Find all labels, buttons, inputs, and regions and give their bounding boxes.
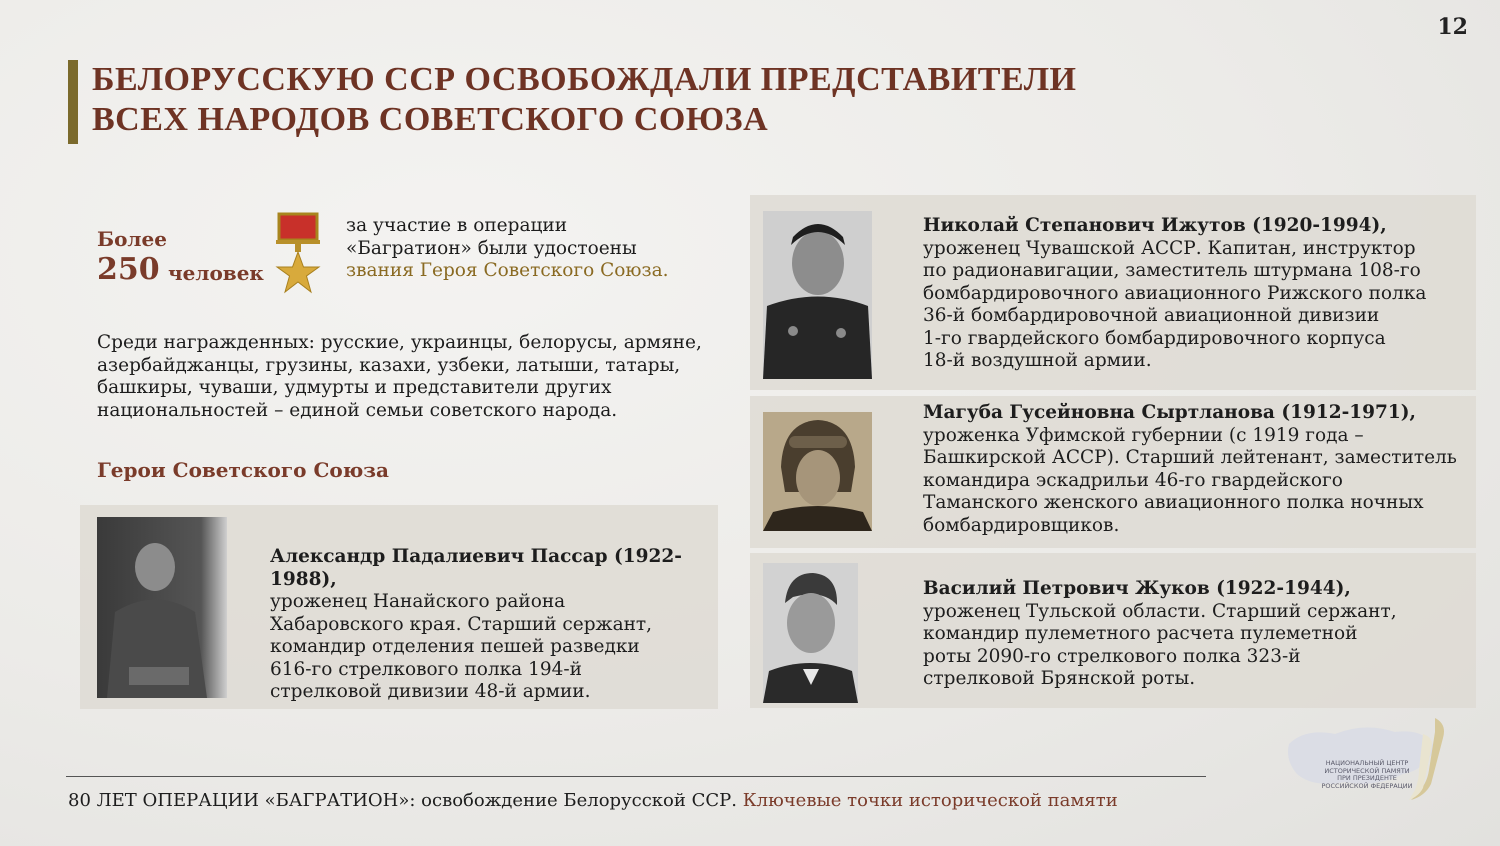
hero-line: стрелковой дивизии 48-й армии. — [270, 681, 591, 702]
hero-line: уроженец Чувашской АССР. Капитан, инструктор — [923, 237, 1416, 259]
hero-name: Александр Падалиевич Пассар (1922-1988), — [270, 546, 682, 590]
peoples-line-4: национальностей – единой семьи советского народа. — [97, 399, 618, 421]
footer-caption — [68, 790, 1118, 811]
hero-line: бомбардировщиков. — [923, 514, 1120, 536]
stat-unit: человек — [168, 261, 264, 285]
award-dot: . — [662, 260, 669, 281]
hero-line: Таманского женского авиационного полка ночных — [923, 492, 1424, 513]
footer-accent: Ключевые точки исторической памяти — [742, 790, 1118, 811]
hero-photo-passar — [97, 517, 227, 698]
hero-text-izhutov — [923, 215, 1463, 373]
hero-name: Магуба Гусейновна Сыртланова (1912-1971), — [923, 402, 1416, 423]
footer-main: 80 ЛЕТ ОПЕРАЦИИ «БАГРАТИОН»: освобождение Белорусской ССР. — [68, 790, 737, 811]
hero-line: уроженка Уфимской губернии (с 1919 года – — [923, 424, 1364, 446]
peoples-line-2: азербайджанцы, грузины, казахи, узбеки, латыши, татары, — [97, 354, 681, 376]
hero-line: уроженец Тульской области. Старший сержант, — [923, 600, 1397, 622]
hero-line: по радионавигации, заместитель штурмана 108-го — [923, 260, 1421, 281]
peoples-paragraph — [97, 332, 737, 422]
hero-line: командир отделения пешей разведки — [270, 636, 640, 657]
national-center-logo — [1285, 714, 1450, 804]
hero-text-syrtlanova — [923, 402, 1473, 537]
hero-line: бомбардировочного авиационного Рижского полка — [923, 282, 1427, 304]
hero-line: роты 2090-го стрелкового полка 323-й — [923, 645, 1301, 667]
hero-text-zhukov — [923, 578, 1463, 691]
hero-text-passar — [270, 546, 710, 704]
hero-photo-syrtlanova — [763, 412, 872, 531]
heroes-heading: Герои Советского Союза — [97, 458, 389, 482]
stat-number: 250 — [97, 252, 160, 287]
award-line-1: за участие в операции — [346, 215, 568, 236]
award-line-2: «Багратион» были удостоены — [346, 237, 637, 259]
hero-line: командира эскадрильи 46-го гвардейского — [923, 469, 1343, 491]
title-line-2: ВСЕХ НАРОДОВ СОВЕТСКОГО СОЮЗА — [92, 101, 769, 138]
stat-more-label: Более — [97, 227, 167, 251]
hero-line: стрелковой Брянской роты. — [923, 668, 1196, 689]
peoples-line-3: башкиры, чуваши, удмурты и представители других — [97, 377, 612, 398]
logo-line: РОССИЙСКОЙ ФЕДЕРАЦИИ — [1321, 781, 1413, 790]
award-highlight: звания Героя Советского Союза — [346, 260, 663, 281]
hero-name: Василий Петрович Жуков (1922-1944), — [923, 578, 1351, 599]
peoples-line-1: Среди награжденных: русские, украинцы, белорусы, армяне, — [97, 332, 702, 353]
slide-title — [92, 60, 1192, 140]
logo-caption — [1311, 760, 1423, 790]
hero-photo-zhukov — [763, 563, 858, 703]
hero-line: 616-го стрелкового полка 194-й — [270, 658, 582, 680]
logo-line: ИСТОРИЧЕСКОЙ ПАМЯТИ — [1324, 766, 1410, 775]
hero-line: 18-й воздушной армии. — [923, 350, 1152, 371]
hero-line: командир пулеметного расчета пулеметной — [923, 623, 1358, 644]
hero-line: Хабаровского края. Старший сержант, — [270, 613, 653, 635]
award-line-3 — [346, 260, 706, 283]
page-number: 12 — [1437, 14, 1468, 40]
hero-photo-izhutov — [763, 211, 872, 379]
hero-name: Николай Степанович Ижутов (1920-1994), — [923, 215, 1387, 236]
logo-line: НАЦИОНАЛЬНЫЙ ЦЕНТР — [1325, 759, 1409, 767]
title-accent-bar — [68, 60, 78, 144]
hero-line: Башкирской АССР). Старший лейтенант, заместитель — [923, 447, 1457, 468]
title-line-1: БЕЛОРУССКУЮ ССР ОСВОБОЖДАЛИ ПРЕДСТАВИТЕЛИ — [92, 61, 1077, 98]
hero-line: уроженец Нанайского района — [270, 591, 566, 612]
logo-line: ПРИ ПРЕЗИДЕНТЕ — [1337, 774, 1397, 782]
gold-star-medal-icon — [273, 212, 323, 300]
award-text — [346, 215, 706, 283]
hero-line: 36-й бомбардировочной авиационной дивизии — [923, 305, 1380, 326]
footer-divider — [66, 776, 1206, 777]
hero-line: 1-го гвардейского бомбардировочного корпуса — [923, 327, 1386, 349]
